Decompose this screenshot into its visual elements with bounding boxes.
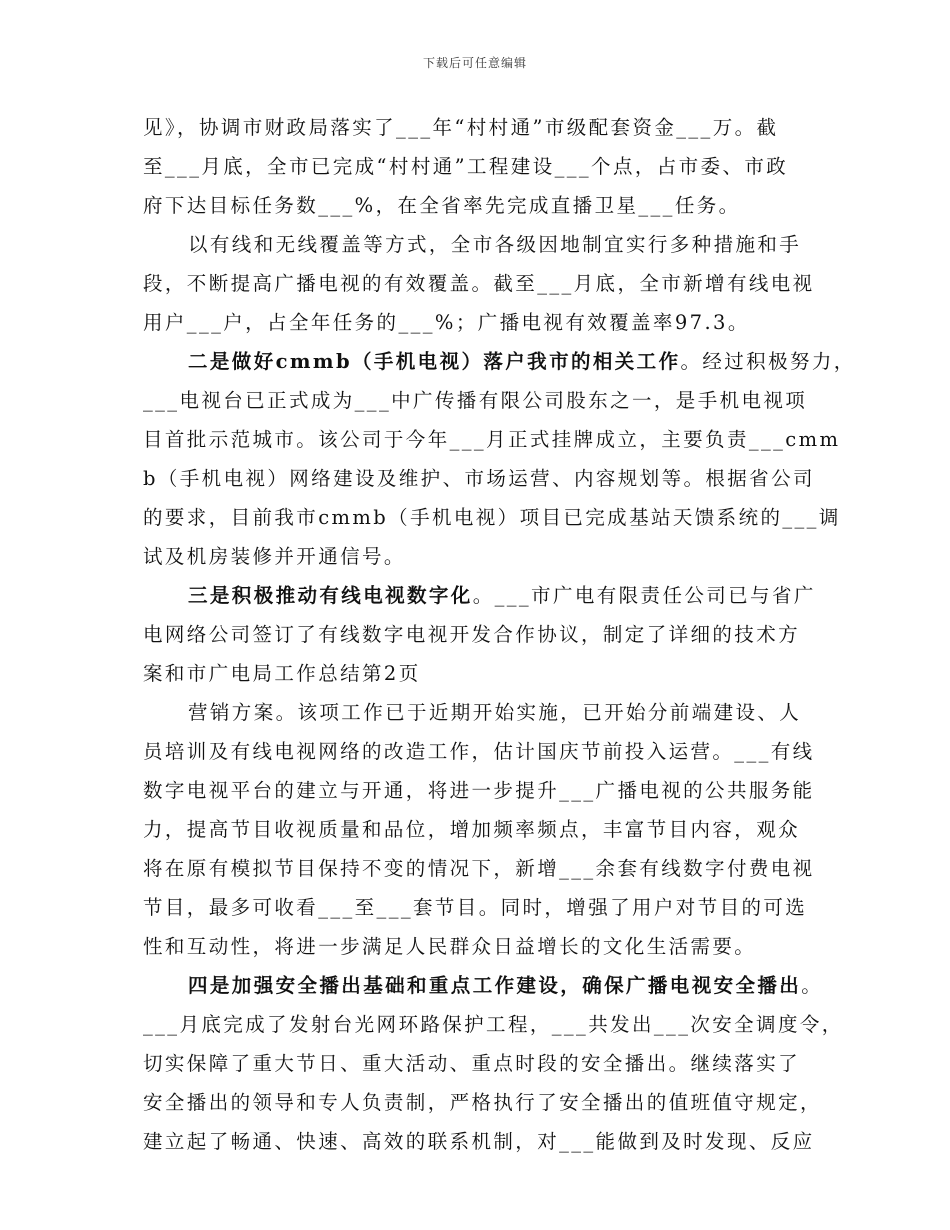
text-line: 安全播出的领导和专人负责制，严格执行了安全播出的值班值守规定，: [143, 1091, 822, 1114]
text-line: 至___月底，全市已完成“村村通”工程建设___个点，占市委、市政: [143, 155, 789, 178]
section-heading-line: [143, 576, 823, 615]
page-header: 下载后可任意编辑: [422, 56, 527, 70]
text-line: 的要求，目前我市cmmb（手机电视）项目已完成基站天馈系统的___调: [143, 506, 841, 529]
text-line: b（手机电视）网络建设及维护、市场运营、内容规划等。根据省公司: [143, 467, 815, 490]
document-body: [143, 108, 856, 1161]
text-line: 建立起了畅通、快速、高效的联系机制，对___能做到及时发现、反应: [143, 1130, 815, 1153]
text-line: ___电视台已正式成为___中广传播有限公司股东之一，是手机电视项: [143, 389, 808, 412]
section-heading-2: 二是做好cmmb（手机电视）落户我市的相关工作: [188, 350, 681, 373]
text-line: 段，不断提高广播电视的有效覆盖。截至___月底，全市新增有线电视: [143, 272, 815, 295]
text-run: 。经过积极努力，: [680, 350, 856, 373]
text-line: 试及机房装修并开通信号。: [143, 545, 406, 568]
section-heading-3: 三是积极推动有线电视数字化: [188, 584, 473, 607]
text-line: 员培训及有线电视网络的改造工作，估计国庆节前投入运营。___有线: [143, 740, 815, 763]
paragraph-start: 营销方案。该项工作已于近期开始实施，已开始分前端建设、人: [188, 701, 802, 724]
text-run: 。: [801, 974, 824, 997]
text-line: 案和市广电局工作总结第2页: [143, 662, 421, 685]
text-line: 电网络公司签订了有线数字电视开发合作协议，制定了详细的技术方: [143, 623, 801, 646]
text-run: 。___市广电有限责任公司已与省广: [472, 584, 816, 607]
text-line: 府下达目标任务数___%，在全省率先完成直播卫星___任务。: [143, 194, 741, 217]
text-line: 节目，最多可收看___至___套节目。同时，增强了用户对节目的可选: [143, 896, 808, 919]
section-heading-line: [143, 342, 856, 381]
text-line: ___月底完成了发射台光网环路保护工程，___共发出___次安全调度令，: [143, 1013, 844, 1036]
section-heading-4: 四是加强安全播出基础和重点工作建设，确保广播电视安全播出: [188, 974, 802, 997]
section-heading-line: [143, 966, 823, 1005]
text-line: 力，提高节目收视质量和品位，增加频率频点，丰富节目内容，观众: [143, 818, 801, 841]
text-line: 见》，协调市财政局落实了___年“村村通”市级配套资金___万。截: [143, 116, 779, 139]
paragraph-start: 以有线和无线覆盖等方式，全市各级因地制宜实行多种措施和手: [188, 233, 802, 256]
text-line: 用户___户，占全年任务的___%；广播电视有效覆盖率97.3。: [143, 311, 750, 334]
text-line: 将在原有模拟节目保持不变的情况下，新增___余套有线数字付费电视: [143, 857, 815, 880]
text-line: 性和互动性，将进一步满足人民群众日益增长的文化生活需要。: [143, 935, 757, 958]
text-line: 切实保障了重大节日、重大活动、重点时段的安全播出。继续落实了: [143, 1052, 801, 1075]
text-line: 数字电视平台的建立与开通，将进一步提升___广播电视的公共服务能: [143, 779, 815, 802]
text-line: 目首批示范城市。该公司于今年___月正式挂牌成立，主要负责___cmm: [143, 428, 841, 451]
